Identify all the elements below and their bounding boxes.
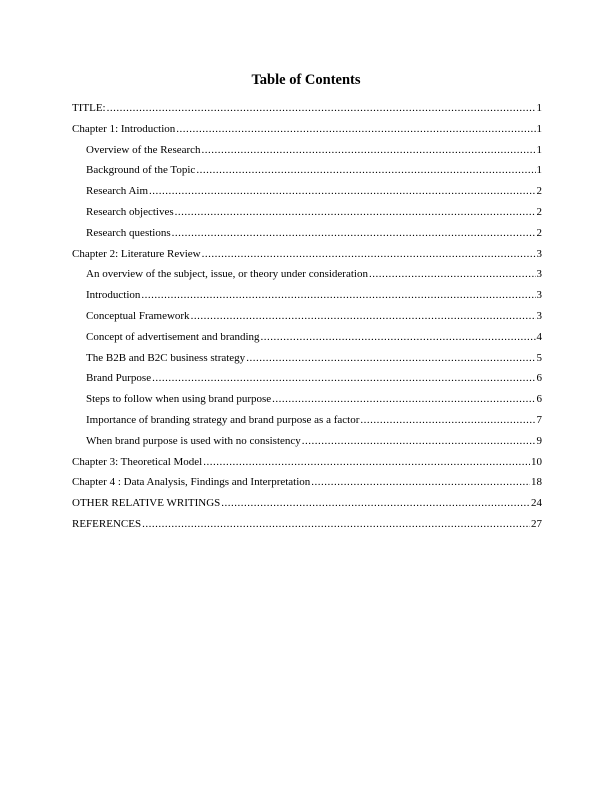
toc-dot-leader [221,496,530,510]
toc-entry[interactable] [72,143,542,164]
toc-entry[interactable] [72,122,542,143]
toc-entry-page-number: 24 [531,497,542,510]
toc-entry-label: Importance of branding strategy and brand purpose as a factor [86,413,360,426]
toc-entry-label: Chapter 2: Literature Review [72,247,201,260]
toc-entry-page-number: 1 [536,164,542,177]
toc-entry[interactable] [72,371,542,392]
toc-entry[interactable] [72,434,542,455]
toc-entry-label: Chapter 3: Theoretical Model [72,455,203,468]
toc-entry[interactable] [72,413,542,434]
toc-entry-label: Background of the Topic [86,164,196,177]
toc-list [72,101,542,538]
toc-dot-leader [202,247,536,261]
toc-dot-leader [272,392,535,406]
toc-entry-page-number: 3 [536,289,542,302]
toc-entry[interactable] [72,288,542,309]
toc-entry-page-number: 5 [536,351,542,364]
toc-dot-leader [311,475,530,489]
toc-entry-label: Overview of the Research [86,143,201,156]
toc-dot-leader [149,184,535,198]
toc-entry-page-number: 6 [536,372,542,385]
toc-entry-page-number: 1 [536,102,542,114]
toc-dot-leader [141,288,535,302]
toc-entry-page-number: 7 [536,413,542,426]
toc-entry[interactable] [72,163,542,184]
toc-dot-leader [302,434,536,448]
toc-entry-page-number: 6 [536,393,542,406]
toc-entry[interactable] [72,101,542,122]
toc-entry-page-number: 27 [531,517,542,530]
toc-dot-leader [202,143,536,157]
toc-entry-label: Research Aim [86,185,149,198]
toc-heading: Table of Contents [251,72,361,88]
toc-entry-label: The B2B and B2C business strategy [86,351,246,364]
toc-dot-leader [107,101,536,115]
toc-entry-label: OTHER RELATIVE WRITINGS [72,497,221,510]
toc-dot-leader [246,351,535,365]
toc-entry-page-number: 2 [536,205,542,218]
toc-entry[interactable] [72,205,542,226]
toc-entry-label: Research questions [86,226,171,239]
toc-dot-leader [176,122,535,136]
toc-entry-page-number: 10 [531,455,542,468]
toc-entry[interactable] [72,226,542,247]
toc-entry[interactable] [72,475,542,496]
toc-dot-leader [360,413,535,427]
toc-entry-label: When brand purpose is used with no consistency [86,434,301,447]
toc-entry-page-number: 1 [536,143,542,156]
toc-entry[interactable] [72,496,542,517]
toc-entry-page-number: 3 [536,247,542,260]
toc-entry[interactable] [72,267,542,288]
toc-entry-label: Chapter 4 : Data Analysis, Findings and Interpretation [72,476,311,489]
toc-entry-label: Introduction [86,289,141,302]
toc-entry-page-number: 1 [536,122,542,135]
toc-dot-leader [175,205,536,219]
toc-dot-leader [196,163,535,177]
toc-entry-page-number: 9 [536,434,542,447]
toc-dot-leader [369,267,536,281]
toc-entry-label: REFERENCES [72,517,142,530]
toc-dot-leader [142,517,530,531]
toc-entry-page-number: 2 [536,226,542,239]
toc-dot-leader [172,226,536,240]
toc-entry[interactable] [72,351,542,372]
toc-entry[interactable] [72,247,542,268]
toc-entry-page-number: 3 [536,309,542,322]
toc-entry[interactable] [72,455,542,476]
toc-entry-label: Research objectives [86,205,174,218]
toc-dot-leader [203,455,530,469]
toc-dot-leader [152,371,535,385]
toc-entry-label: An overview of the subject, issue, or theory under consideration [86,268,368,281]
toc-entry-page-number: 3 [536,268,542,281]
toc-entry[interactable] [72,309,542,330]
toc-entry[interactable] [72,330,542,351]
toc-entry-label: Concept of advertisement and branding [86,330,260,343]
toc-entry[interactable] [72,392,542,413]
toc-dot-leader [191,309,536,323]
toc-entry-label: Brand Purpose [86,372,152,385]
toc-entry-label: Steps to follow when using brand purpose [86,393,272,406]
toc-entry-page-number: 2 [536,185,542,198]
toc-entry-label: Conceptual Framework [86,309,190,322]
toc-entry-label: Chapter 1: Introduction [72,122,176,135]
toc-entry-page-number: 18 [531,476,542,489]
toc-dot-leader [261,330,536,344]
toc-entry[interactable] [72,184,542,205]
toc-entry[interactable] [72,517,542,538]
toc-entry-label: TITLE: [72,102,106,114]
toc-entry-page-number: 4 [536,330,542,343]
